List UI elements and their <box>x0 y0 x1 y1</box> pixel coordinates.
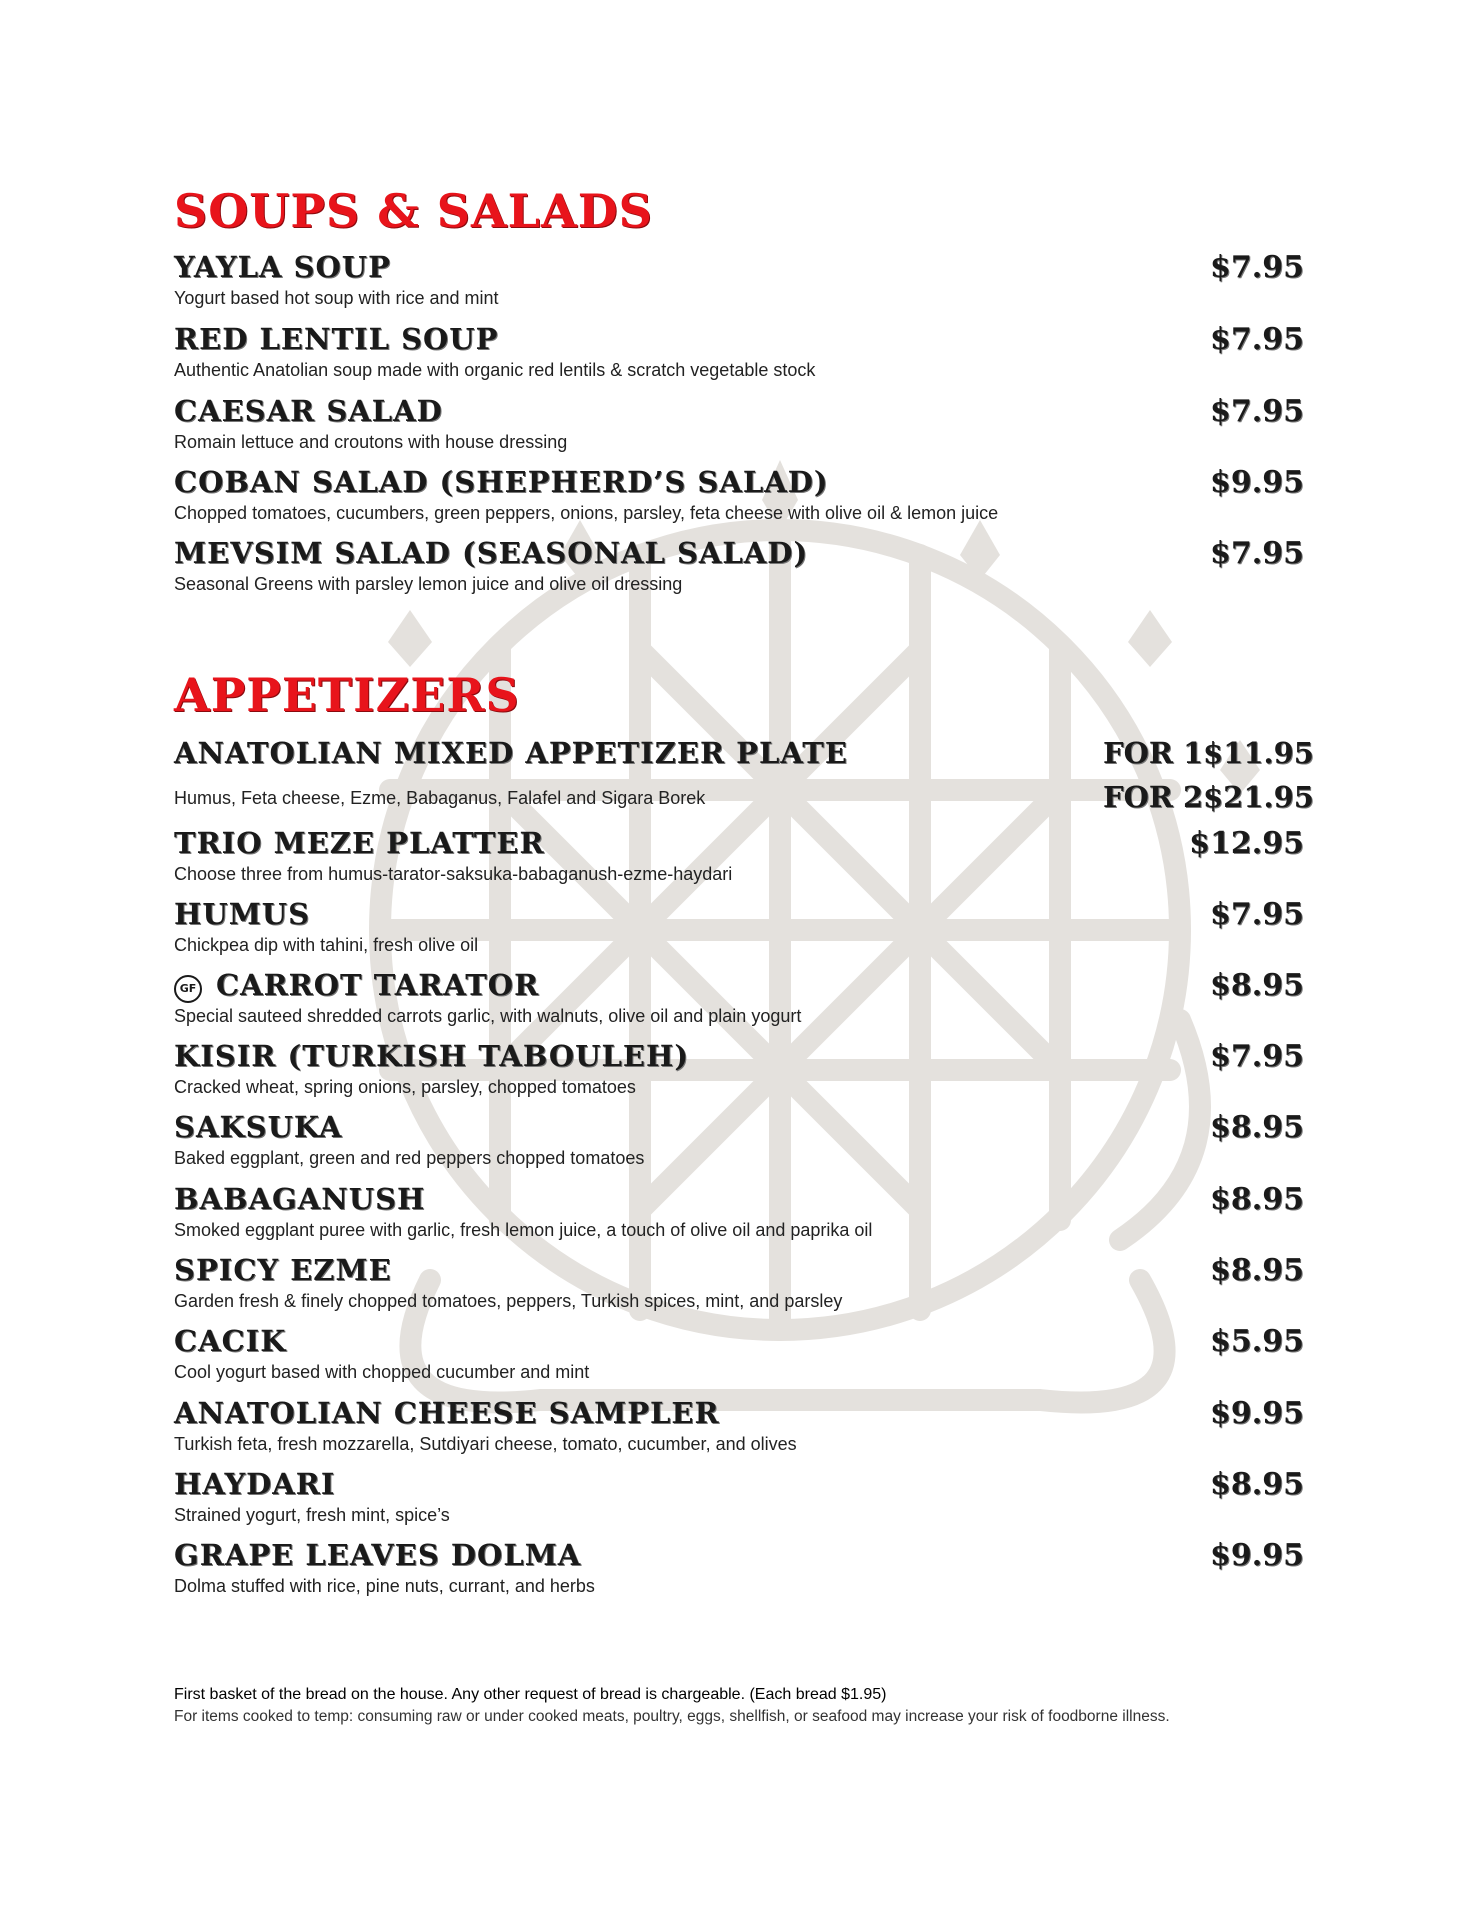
menu-item-spicy-ezme <box>174 1253 1314 1323</box>
item-name: GRAPE LEAVES DOLMA <box>174 1538 582 1572</box>
item-price: $9.95 <box>1210 1538 1304 1573</box>
item-name-row <box>174 968 539 1003</box>
portion-for-1 <box>1103 736 1314 770</box>
gluten-free-badge-icon: GF <box>174 975 202 1003</box>
item-name: HAYDARI <box>174 1467 336 1501</box>
item-name: RED LENTIL SOUP <box>174 322 499 356</box>
item-description: Humus, Feta cheese, Ezme, Babaganus, Falafel and Sigara Borek <box>174 788 706 808</box>
portion-price: $11.95 <box>1203 736 1314 770</box>
item-description: Chickpea dip with tahini, fresh olive oil <box>174 935 479 955</box>
menu-item-cacik <box>174 1324 1314 1394</box>
menu-item-trio-meze <box>174 826 1314 896</box>
item-description: Chopped tomatoes, cucumbers, green peppers, onions, parsley, feta cheese with olive oil & lemon juice <box>174 503 999 523</box>
item-price: $7.95 <box>1210 250 1304 285</box>
item-price: $8.95 <box>1210 1253 1304 1288</box>
item-name: BABAGANUSH <box>174 1182 426 1216</box>
item-name: ANATOLIAN CHEESE SAMPLER <box>174 1396 720 1430</box>
item-price: $9.95 <box>1210 1396 1304 1431</box>
item-price: $7.95 <box>1210 1039 1304 1074</box>
portion-label: FOR 2 <box>1103 780 1204 814</box>
soups-salads-heading: SOUPS & SALADS <box>174 184 653 238</box>
item-name: CAESAR SALAD <box>174 394 443 428</box>
menu-item-cheese-sampler <box>174 1396 1314 1466</box>
menu-item-kisir <box>174 1039 1314 1109</box>
item-price: $9.95 <box>1210 465 1304 500</box>
item-description: Authentic Anatolian soup made with organic red lentils & scratch vegetable stock <box>174 360 816 380</box>
item-description: Special sauteed shredded carrots garlic, with walnuts, olive oil and plain yogurt <box>174 1006 802 1026</box>
item-name: MEVSIM SALAD (SEASONAL SALAD) <box>174 536 809 570</box>
item-description: Turkish feta, fresh mozzarella, Sutdiyari cheese, tomato, cucumber, and olives <box>174 1434 797 1454</box>
appetizers-heading: APPETIZERS <box>174 668 520 722</box>
item-description: Baked eggplant, green and red peppers chopped tomatoes <box>174 1148 645 1168</box>
menu-item-coban-salad <box>174 465 1314 535</box>
item-description: Smoked eggplant puree with garlic, fresh lemon juice, a touch of olive oil and paprika oil <box>174 1220 873 1240</box>
item-description: Garden fresh & finely chopped tomatoes, peppers, Turkish spices, mint, and parsley <box>174 1291 843 1311</box>
item-price: $7.95 <box>1210 536 1304 571</box>
health-advisory-note: For items cooked to temp: consuming raw or under cooked meats, poultry, eggs, shellfish, or seafood may increase your risk of foodborne illness. <box>174 1708 1170 1725</box>
item-description: Romain lettuce and croutons with house dressing <box>174 432 568 452</box>
menu-item-red-lentil-soup <box>174 322 1314 392</box>
bread-note: First basket of the bread on the house. Any other request of bread is chargeable. (Each bread $1.95) <box>174 1686 887 1703</box>
item-description: Strained yogurt, fresh mint, spice’s <box>174 1505 450 1525</box>
menu-item-saksuka <box>174 1110 1314 1180</box>
item-name: SPICY EZME <box>174 1253 392 1287</box>
item-price: $7.95 <box>1210 897 1304 932</box>
item-name: KISIR (TURKISH TABOULEH) <box>174 1039 690 1073</box>
item-name: ANATOLIAN MIXED APPETIZER PLATE <box>174 736 848 770</box>
item-price: $12.95 <box>1189 826 1304 861</box>
portion-for-2 <box>1103 780 1314 814</box>
item-name: HUMUS <box>174 897 311 931</box>
item-name: CACIK <box>174 1324 287 1358</box>
item-price: $8.95 <box>1210 1182 1304 1217</box>
menu-item-yayla-soup <box>174 250 1314 320</box>
item-name: COBAN SALAD (SHEPHERD’S SALAD) <box>174 465 829 499</box>
item-description: Choose three from humus-tarator-saksuka-babaganush-ezme-haydari <box>174 864 733 884</box>
item-name: TRIO MEZE PLATTER <box>174 826 545 860</box>
portion-price: $21.95 <box>1203 780 1314 814</box>
item-price: $8.95 <box>1210 1467 1304 1502</box>
item-description: Yogurt based hot soup with rice and mint <box>174 288 499 308</box>
item-price: $7.95 <box>1210 394 1304 429</box>
menu-item-carrot-tarator <box>174 968 1314 1038</box>
menu-item-humus <box>174 897 1314 967</box>
item-price: $8.95 <box>1210 1110 1304 1145</box>
item-name: YAYLA SOUP <box>174 250 391 284</box>
item-description: Seasonal Greens with parsley lemon juice and olive oil dressing <box>174 574 683 594</box>
item-name: CARROT TARATOR <box>216 968 540 1002</box>
menu-item-mevsim-salad <box>174 536 1314 606</box>
menu-item-caesar-salad <box>174 394 1314 464</box>
item-description: Dolma stuffed with rice, pine nuts, currant, and herbs <box>174 1576 595 1596</box>
menu-item-mixed-appetizer-plate <box>174 736 1314 816</box>
item-description: Cool yogurt based with chopped cucumber and mint <box>174 1362 590 1382</box>
item-price: $7.95 <box>1210 322 1304 357</box>
portion-label: FOR 1 <box>1103 736 1204 770</box>
item-price: $8.95 <box>1210 968 1304 1003</box>
item-price: $5.95 <box>1210 1324 1304 1359</box>
item-description: Cracked wheat, spring onions, parsley, chopped tomatoes <box>174 1077 636 1097</box>
menu-item-babaganush <box>174 1182 1314 1252</box>
menu-item-haydari <box>174 1467 1314 1537</box>
item-name: SAKSUKA <box>174 1110 343 1144</box>
menu-item-grape-leaves-dolma <box>174 1538 1314 1608</box>
